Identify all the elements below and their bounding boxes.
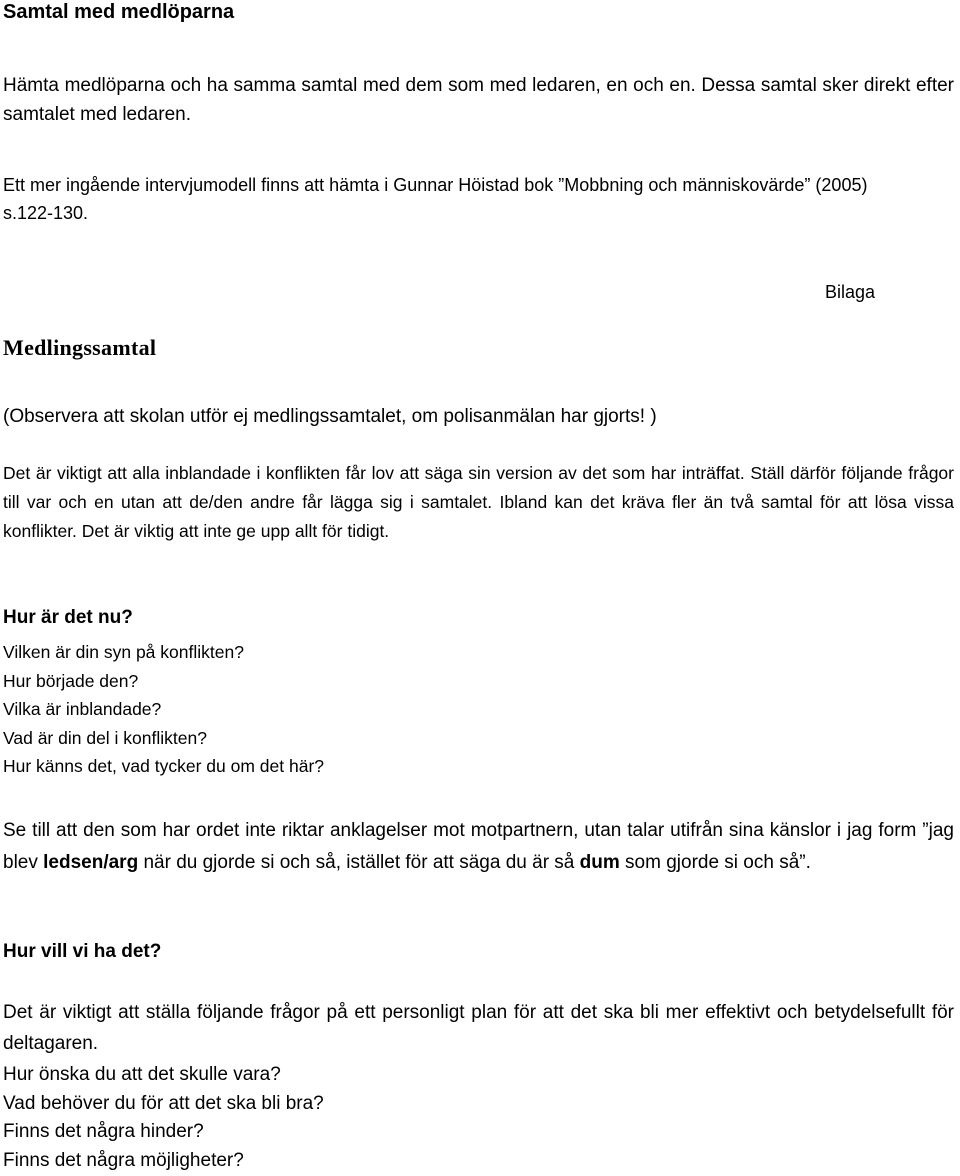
question-item: Vad är din del i konflikten? (3, 727, 207, 748)
advice-emphasis-ledsen-arg: ledsen/arg (43, 852, 139, 873)
question-item: Finns det några möjligheter? (3, 1149, 244, 1171)
question-item: Vilken är din syn på konflikten? (3, 642, 244, 662)
advice-text-1: Se till att den som har ordet inte riktar anklagelser mot motpartnern, utan talar utifrån sina känslor i jag form ”jag blev (3, 820, 954, 873)
section-heading-medlingssamtal: Medlingssamtal (3, 335, 157, 360)
section-heading-hur-vill-vi-ha-det: Hur vill vi ha det? (3, 941, 162, 962)
medling-note: (Observera att skolan utför ej medlingssamtalet, om polisanmälan har gjorts! ) (3, 406, 657, 427)
advice-text-3: som gjorde si och så”. (619, 852, 811, 873)
intervjumodell-line-2: s.122-130. (3, 202, 89, 223)
questions-list-nu (3, 638, 324, 781)
paragraph-intervjumodell (3, 172, 954, 227)
advice-emphasis-dum: dum (579, 852, 620, 873)
section-heading-samtal: Samtal med medlöparna (3, 1, 235, 23)
bilaga-label: Bilaga (825, 282, 876, 302)
question-item: Finns det några hinder? (3, 1121, 204, 1142)
paragraph-medloparna: Hämta medlöparna och ha samma samtal med dem som med ledaren, en och en. Dessa samtal sker direkt efter samtalet med ledaren. (3, 75, 954, 125)
question-item: Hur önska du att det skulle vara? (3, 1064, 281, 1085)
intervjumodell-line-1: Ett mer ingående intervjumodell finns att hämta i Gunnar Höistad bok ”Mobbning och människovärde” (2005) (3, 175, 868, 195)
question-item: Hur känns det, vad tycker du om det här? (3, 756, 324, 776)
advice-text-2: när du gjorde si och så, istället för att säga du är så (138, 852, 580, 873)
question-item: Vad behöver du för att det ska bli bra? (3, 1092, 324, 1114)
paragraph-personligt-plan: Det är viktigt att ställa följande frågor på ett personligt plan för att det ska bli mer effektivt och betydelsefullt för deltagaren. (3, 1002, 954, 1054)
section-heading-hur-ar-det-nu: Hur är det nu? (3, 607, 133, 628)
paragraph-medling-intro: Det är viktigt att alla inblandade i konflikten får lov att säga sin version av det som har inträffat. Ställ därför följande frågor till var och en utan att de/den andre får lägga sig i samtalet. Ibland kan det kräva fler än två samtal för att lösa vissa konflikter. Det är viktig att inte ge upp allt för tidigt. (3, 463, 954, 541)
questions-list-vill (3, 1061, 324, 1175)
question-item: Vilka är inblandade? (3, 699, 162, 719)
question-item: Hur började den? (3, 670, 139, 691)
paragraph-jag-form-advice (3, 815, 954, 879)
